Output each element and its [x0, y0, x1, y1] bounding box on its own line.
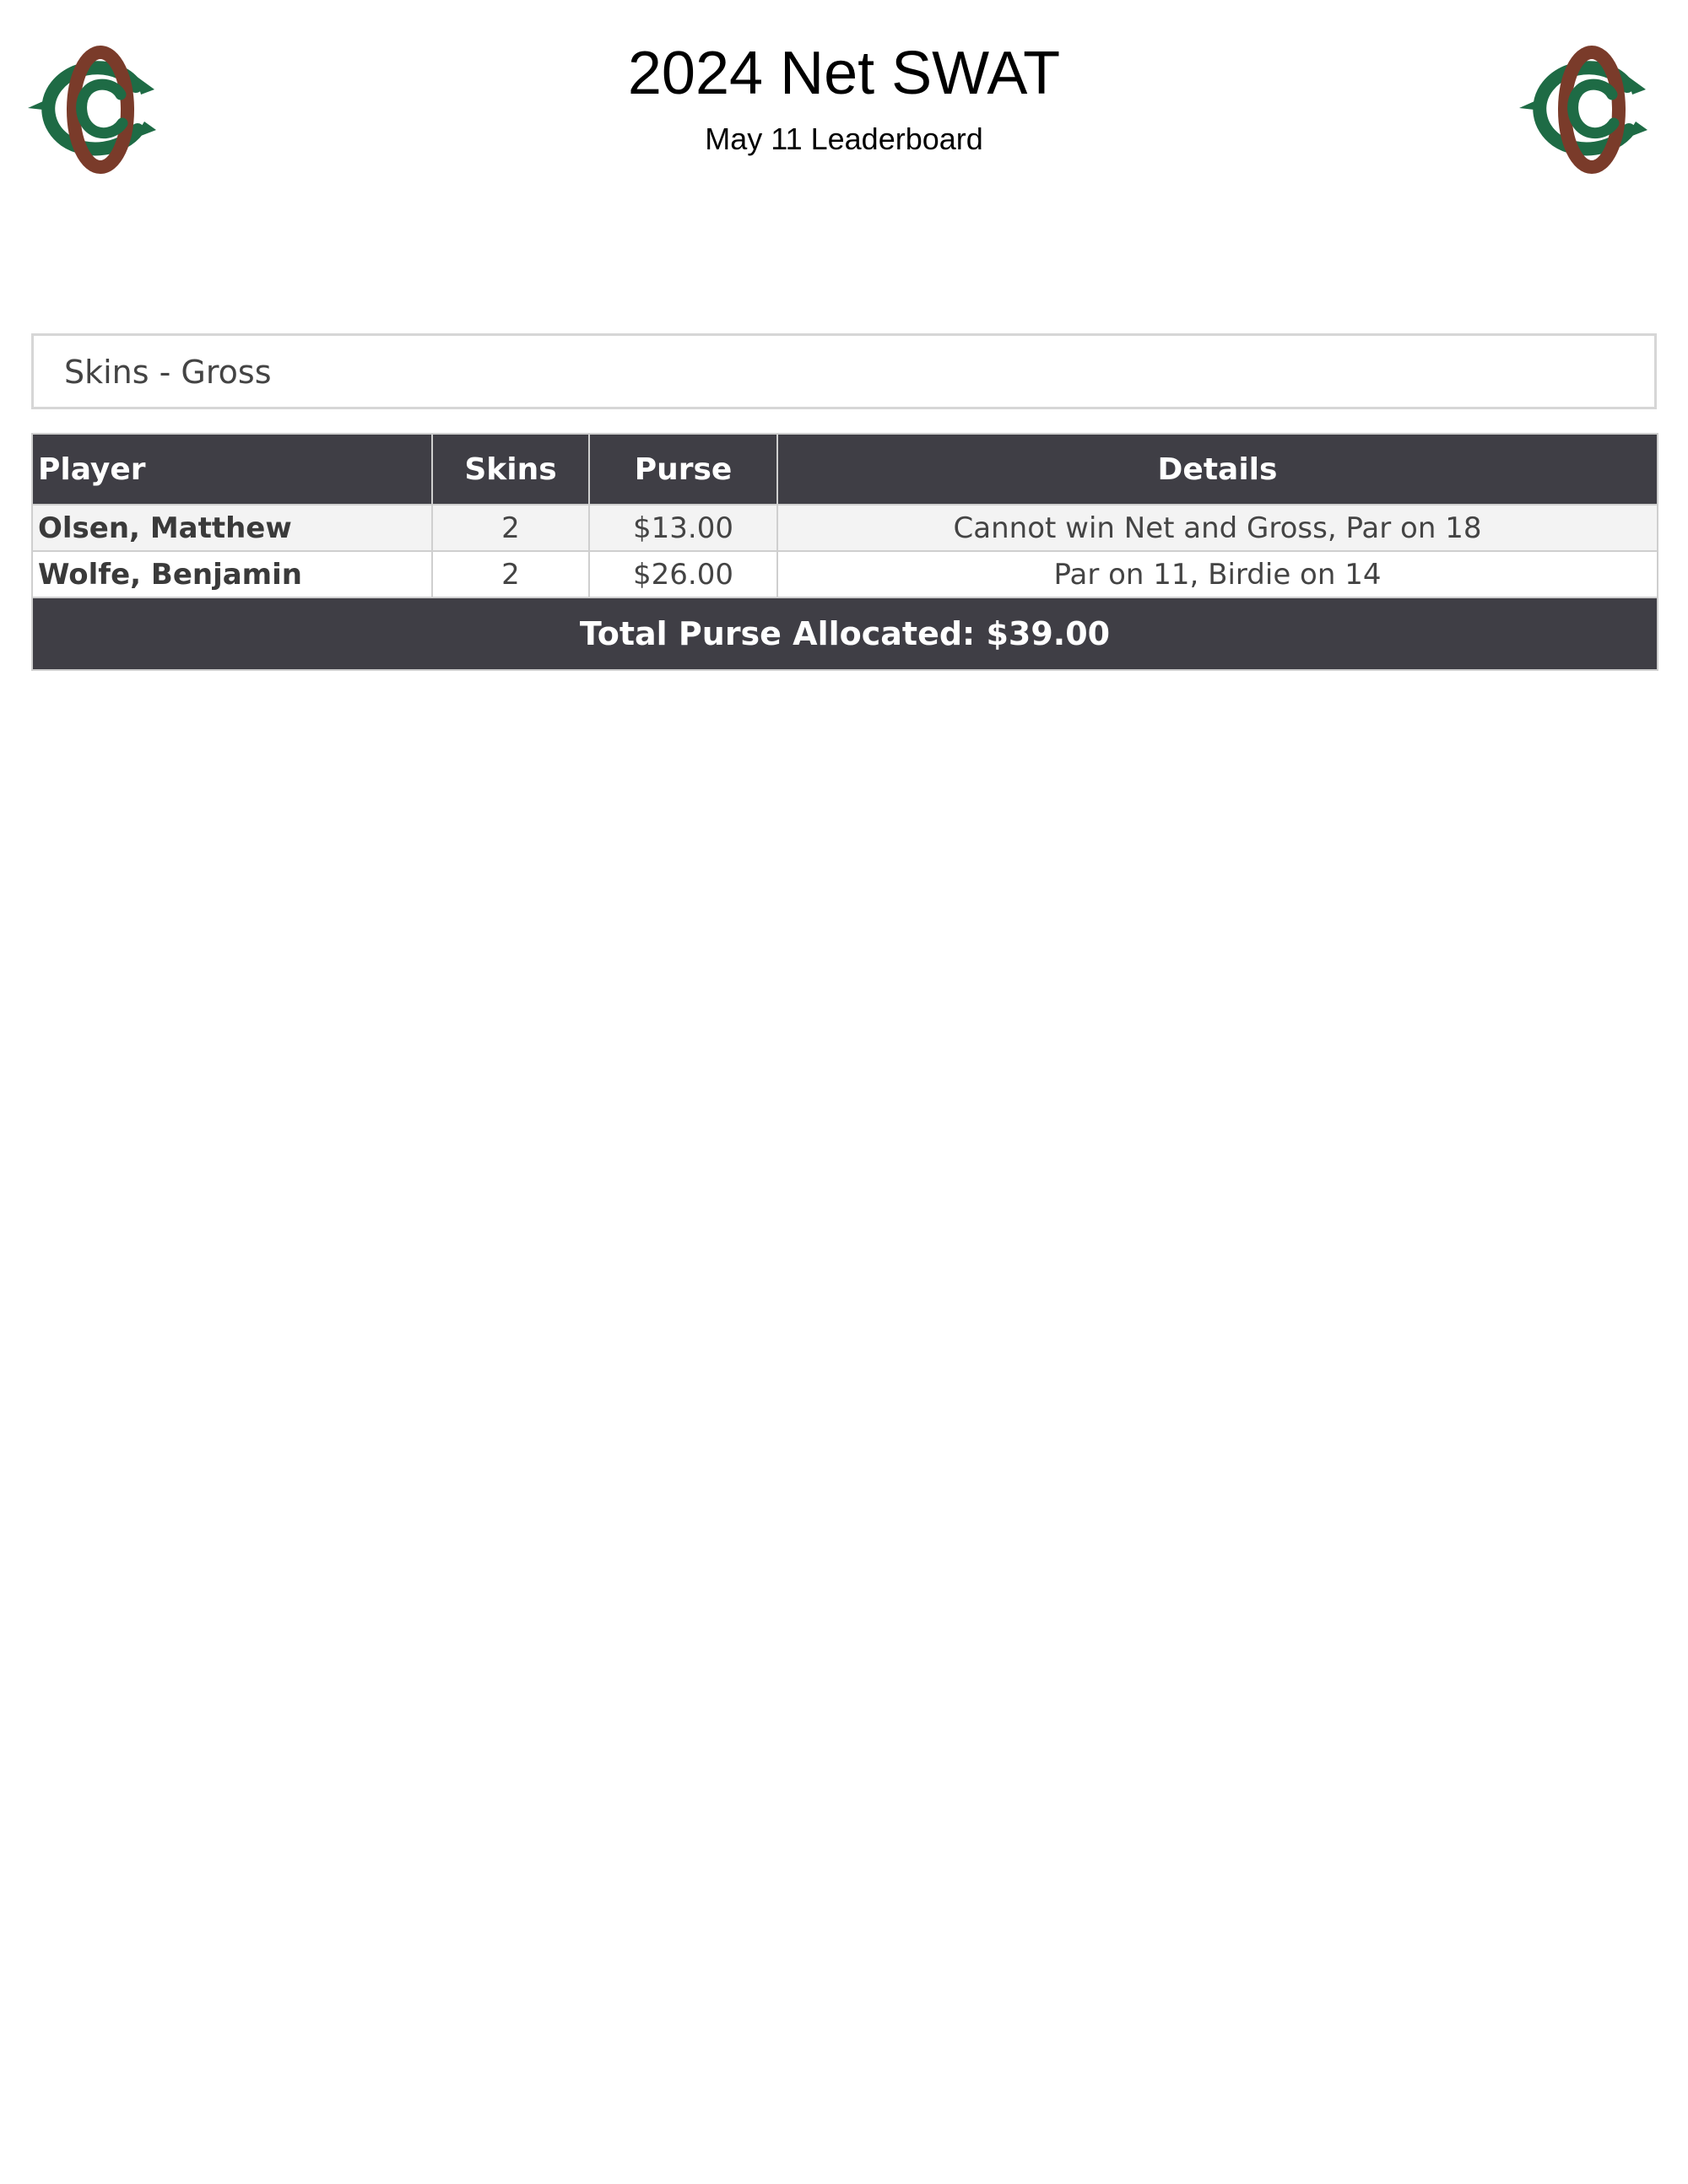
section-title: Skins - Gross — [64, 354, 272, 391]
skins-count: 2 — [432, 551, 589, 597]
page-header — [0, 0, 1688, 194]
column-header-details: Details — [777, 434, 1658, 505]
purse-amount: $26.00 — [589, 551, 777, 597]
skin-details: Par on 11, Birdie on 14 — [777, 551, 1658, 597]
skins-table — [31, 433, 1658, 671]
player-name: Wolfe, Benjamin — [32, 551, 432, 597]
club-logo-icon — [1519, 42, 1663, 177]
purse-amount: $13.00 — [589, 505, 777, 551]
table-total-row — [32, 597, 1658, 670]
player-name: Olsen, Matthew — [32, 505, 432, 551]
table-row — [32, 505, 1658, 551]
skins-count: 2 — [432, 505, 589, 551]
page-subtitle: May 11 Leaderboard — [705, 122, 983, 156]
column-header-player: Player — [32, 434, 432, 505]
column-header-purse: Purse — [589, 434, 777, 505]
skin-details: Cannot win Net and Gross, Par on 18 — [777, 505, 1658, 551]
table-header-row — [32, 434, 1658, 505]
section-header — [31, 333, 1657, 409]
column-header-skins: Skins — [432, 434, 589, 505]
table-row — [32, 551, 1658, 597]
page-title: 2024 Net SWAT — [627, 40, 1061, 107]
total-purse: Total Purse Allocated: $39.00 — [32, 597, 1658, 670]
